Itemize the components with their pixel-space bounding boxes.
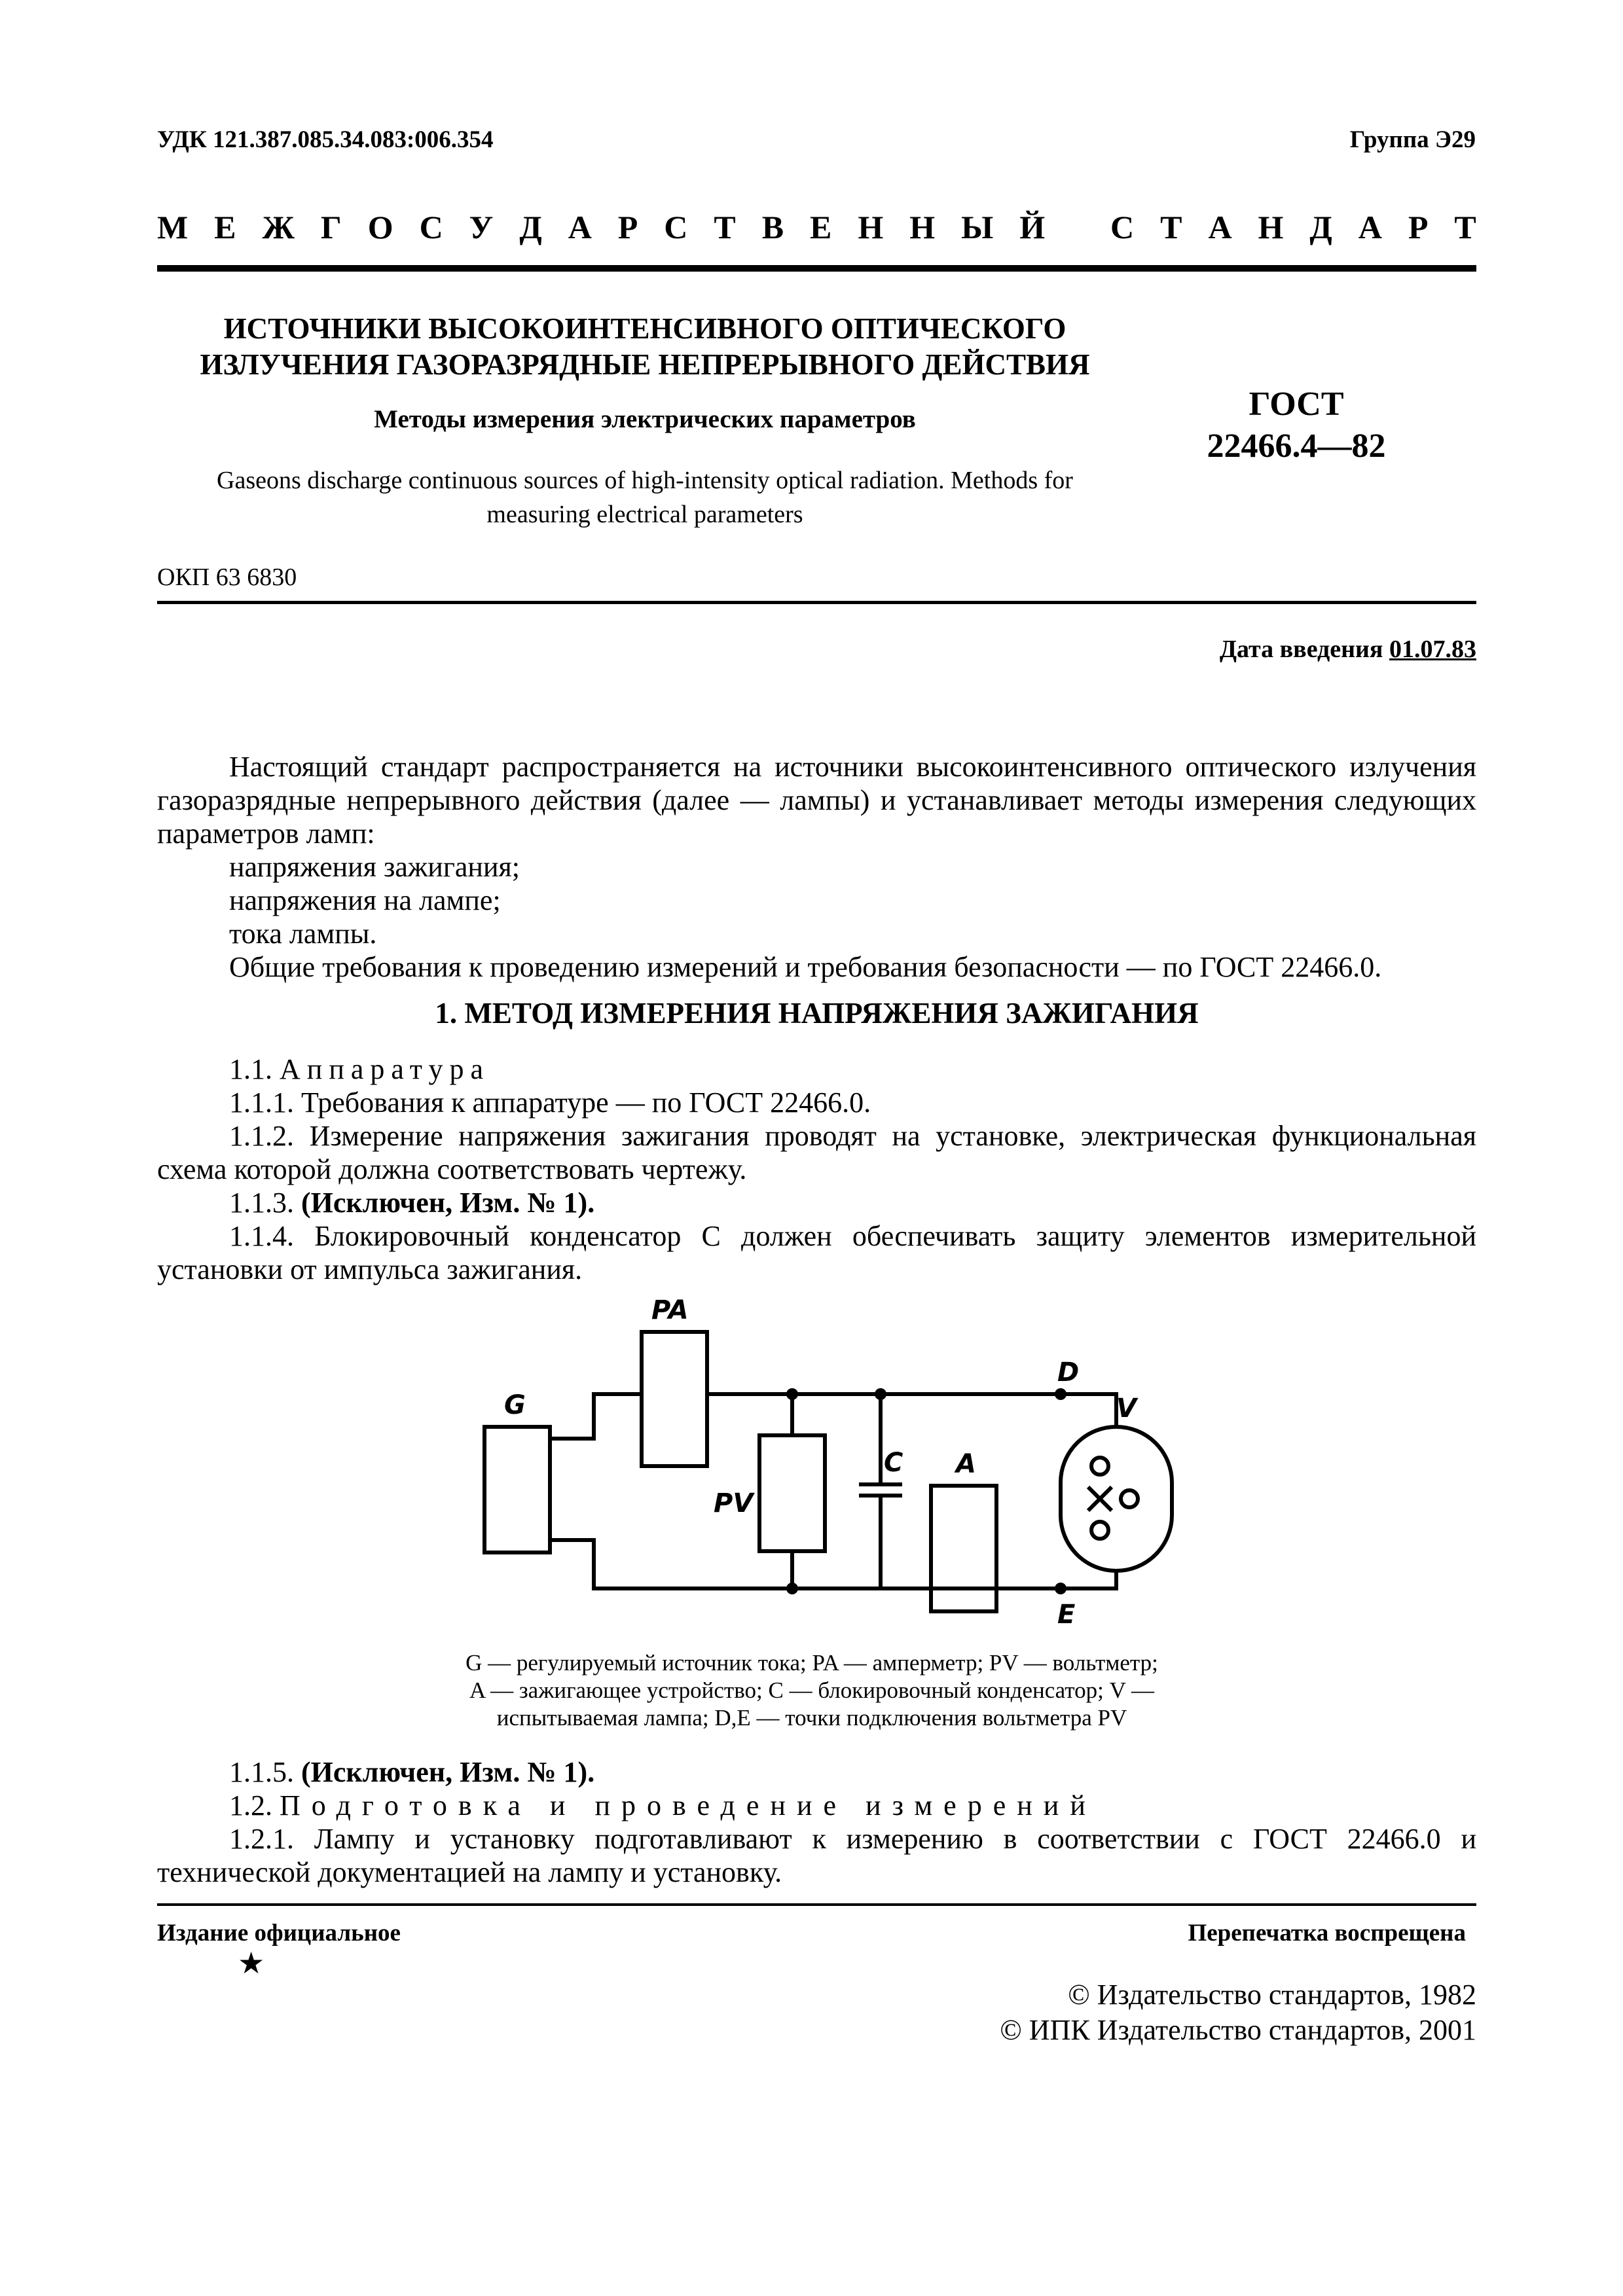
label-pv: PV	[714, 1488, 754, 1518]
standard-type-letter	[1071, 208, 1084, 246]
gost-number: 22466.4—82	[1207, 427, 1386, 465]
ammeter-pa	[642, 1332, 707, 1466]
standard-type-letter: Н	[1258, 209, 1284, 245]
standard-type-letter: Н	[858, 209, 884, 245]
star-icon: ★	[238, 1946, 265, 1980]
clause-1-1-5-text: (Исключен, Изм. № 1).	[301, 1756, 595, 1788]
clause-1-1-3	[229, 1186, 594, 1219]
title-line-1: ИСТОЧНИКИ ВЫСОКОИНТЕНСИВНОГО ОПТИЧЕСКОГО	[223, 312, 1067, 345]
english-title	[157, 463, 1133, 531]
igniter-a	[931, 1486, 996, 1611]
standard-type-heading	[157, 208, 1476, 246]
section-1-heading: 1. МЕТОД ИЗМЕРЕНИЯ НАПРЯЖЕНИЯ ЗАЖИГАНИЯ	[435, 997, 1199, 1030]
standard-type-letter: А	[1208, 209, 1232, 245]
clause-1-2-1: 1.2.1. Лампу и установку подготавливают к измерению в соответствии с ГОСТ 22466.0 и технической документацией на лампу и установку.	[157, 1823, 1476, 1888]
standard-type-letter: Г	[320, 209, 342, 245]
gost-label: ГОСТ	[1249, 386, 1344, 423]
standard-type-letter: Р	[1408, 209, 1429, 245]
title-line-2: ИЗЛУЧЕНИЯ ГАЗОРАЗРЯДНЫЕ НЕПРЕРЫВНОГО ДЕЙСТВИЯ	[200, 348, 1090, 381]
date-value: 01.07.83	[1389, 636, 1476, 663]
group-code: Группа Э29	[1349, 126, 1476, 153]
standard-type-letter: С	[1110, 209, 1135, 245]
standard-type-letter: А	[1358, 209, 1382, 245]
general-requirements: Общие требования к проведению измерений и требования безопасности — по ГОСТ 22466.0.	[229, 951, 1382, 983]
label-a: A	[956, 1449, 976, 1479]
document-title	[157, 311, 1133, 383]
diagram-caption	[367, 1649, 1257, 1732]
introduction-date	[1220, 635, 1476, 664]
standard-type-letter: Т	[714, 209, 736, 245]
standard-type-letter: С	[419, 209, 443, 245]
label-pa: PA	[651, 1296, 689, 1325]
header-rule	[157, 265, 1476, 272]
intro-item-3: тока лампы.	[229, 918, 377, 950]
clause-1-1-4: 1.1.4. Блокировочный конденсатор C должен обеспечивать защиту элементов измерительной установки от импульса зажигания.	[157, 1220, 1476, 1285]
okp-code: ОКП 63 6830	[157, 564, 297, 591]
intro-item-2: напряжения на лампе;	[229, 884, 501, 916]
label-g: G	[504, 1390, 526, 1420]
label-c: C	[884, 1448, 903, 1478]
english-title-line-2: measuring electrical parameters	[486, 501, 803, 528]
standard-type-letter: Т	[1160, 209, 1182, 245]
current-source-g	[484, 1427, 550, 1552]
standard-type-letter: Д	[1309, 209, 1332, 245]
standard-type-letter: А	[568, 209, 592, 245]
label-v: V	[1116, 1393, 1137, 1424]
wire-g-pa	[550, 1394, 642, 1439]
circuit-diagram	[458, 1296, 1218, 1636]
clause-1-1	[229, 1052, 490, 1086]
clause-1-1-3-number: 1.1.3.	[229, 1187, 294, 1219]
footer-rule	[157, 1903, 1476, 1906]
standard-type-letter: У	[469, 209, 494, 245]
node-e	[1055, 1583, 1067, 1594]
lamp-electrode-bottom	[1091, 1522, 1108, 1539]
standard-type-letter: Н	[909, 209, 936, 245]
clause-1-2-number: 1.2.	[229, 1789, 272, 1821]
lamp-v	[1061, 1427, 1172, 1571]
wire-bottom	[550, 1540, 1116, 1588]
reprint-prohibited: Перепечатка воспрещена	[1188, 1920, 1466, 1946]
date-label: Дата введения	[1219, 636, 1383, 663]
node-pv-bottom	[786, 1583, 798, 1594]
standard-type-letter: Ж	[262, 209, 295, 245]
gost-designation	[1165, 384, 1427, 467]
standard-type-letter: Е	[214, 209, 236, 245]
clause-1-1-2: 1.1.2. Измерение напряжения зажигания проводят на установке, электрическая функциональная схема которой должна соответствовать чертежу.	[157, 1120, 1476, 1185]
clause-1-2-title: Подготовка и проведение измерений	[280, 1789, 1097, 1821]
node-pv-top	[786, 1388, 798, 1400]
udk-code: УДК 121.387.085.34.083:006.354	[157, 126, 494, 153]
standard-type-letter: Ы	[961, 209, 994, 245]
lamp-electrode-top	[1091, 1458, 1108, 1475]
clause-1-1-number: 1.1.	[229, 1053, 272, 1085]
wire-top	[707, 1394, 1116, 1427]
standard-type-letter: Т	[1454, 209, 1476, 245]
clause-1-1-title: Аппаратура	[280, 1053, 490, 1085]
intro-paragraph: Настоящий стандарт распространяется на источники высокоинтенсивного оптического излучения газоразрядные непрерывного действия (далее — лампы) и устанавливает методы измерения следующих параметров ламп:	[157, 751, 1476, 850]
standard-type-letter: М	[157, 209, 189, 245]
label-d: D	[1057, 1357, 1080, 1388]
lamp-electrode-side	[1121, 1490, 1138, 1507]
english-title-line-1: Gaseons discharge continuous sources of high-intensity optical radiation. Methods for	[217, 467, 1073, 494]
node-d	[1055, 1388, 1067, 1400]
caption-line-3: испытываемая лампа; D,E — точки подключения вольтметра PV	[496, 1705, 1127, 1731]
caption-line-1: G — регулируемый источник тока; PA — амперметр; PV — вольтметр;	[465, 1650, 1158, 1676]
voltmeter-pv	[759, 1435, 825, 1551]
standard-type-letter: Р	[617, 209, 638, 245]
clause-1-1-5	[229, 1755, 594, 1789]
standard-type-letter: С	[664, 209, 688, 245]
copyright-2001: © ИПК Издательство стандартов, 2001	[1000, 2014, 1476, 2046]
label-e: E	[1057, 1600, 1076, 1630]
copyright-1982: © Издательство стандартов, 1982	[1068, 1979, 1476, 2011]
node-c-top	[875, 1388, 886, 1400]
standard-type-letter: Е	[810, 209, 832, 245]
clause-1-1-1: 1.1.1. Требования к аппаратуре — по ГОСТ 22466.0.	[229, 1086, 871, 1119]
standard-type-letter: Й	[1019, 209, 1046, 245]
standard-type-letter: В	[761, 209, 784, 245]
official-edition: Издание официальное	[157, 1920, 401, 1946]
clause-1-2	[229, 1789, 1097, 1822]
clause-1-1-3-text: (Исключен, Изм. № 1).	[301, 1187, 595, 1219]
okp-rule	[157, 601, 1476, 604]
intro-item-1: напряжения зажигания;	[229, 851, 520, 883]
clause-1-1-5-number: 1.1.5.	[229, 1756, 294, 1788]
document-subtitle: Методы измерения электрических параметров	[374, 405, 916, 433]
caption-line-2: A — зажигающее устройство; C — блокировочный конденсатор; V —	[469, 1677, 1155, 1703]
standard-type-letter: Д	[519, 209, 542, 245]
standard-type-letter: О	[367, 209, 393, 245]
